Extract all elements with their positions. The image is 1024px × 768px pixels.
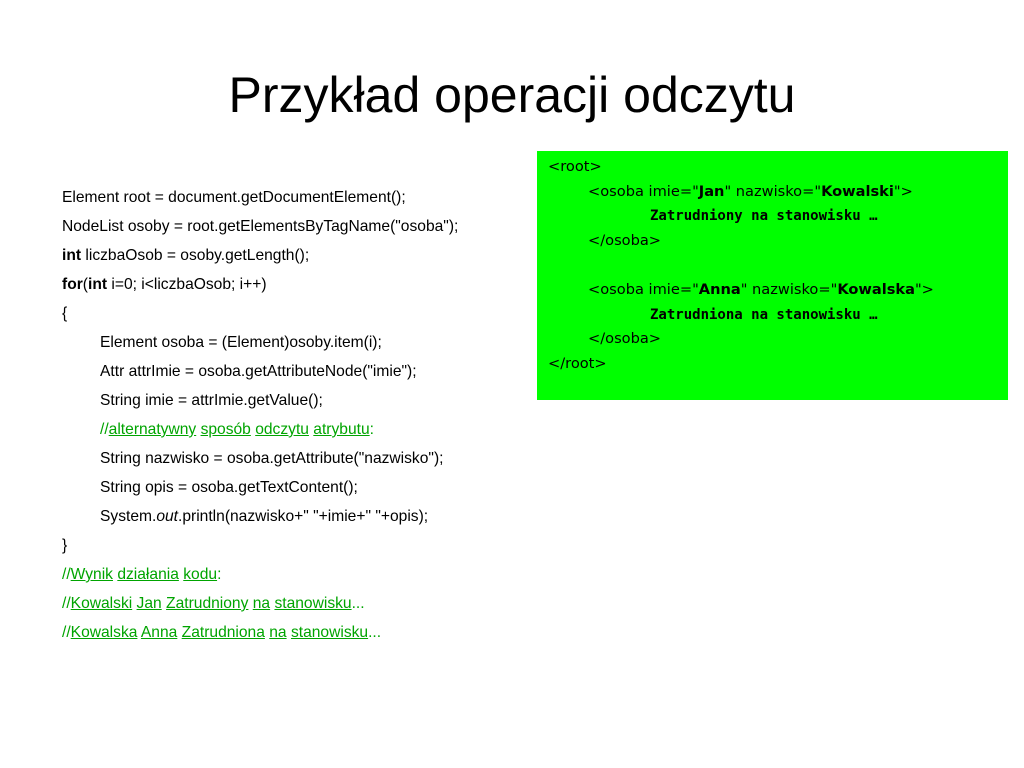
code-line — [62, 212, 532, 241]
code-text: liczbaOsob = osoby.getLength(); — [81, 247, 310, 264]
xml-line — [548, 327, 1008, 352]
code-text-italic: out — [156, 508, 179, 525]
comment-text: // — [62, 566, 71, 583]
code-text: Element root = document.getDocumentElement(); — [62, 189, 406, 206]
comment-word: na — [252, 595, 271, 612]
xml-text: </root> — [548, 354, 607, 372]
comment-word: stanowisku — [290, 624, 369, 641]
code-line — [62, 473, 532, 502]
comment-word: Zatrudniona — [181, 624, 265, 641]
comment-word: Kowalski — [70, 595, 133, 612]
comment-word: Kowalska — [70, 624, 138, 641]
xml-line — [548, 278, 1008, 303]
xml-text: <root> — [548, 158, 602, 175]
comment-word: stanowisku — [274, 595, 352, 612]
comment-word: Wynik — [70, 566, 113, 583]
xml-value: Jan — [698, 182, 725, 200]
code-line — [62, 328, 532, 357]
comment-word: Zatrudniony — [166, 595, 249, 612]
keyword: int — [88, 276, 108, 293]
xml-blank-line — [548, 253, 1008, 278]
xml-text: </osoba> — [588, 330, 662, 348]
code-text: .println(nazwisko+" "+imie+" "+opis); — [178, 508, 429, 525]
code-comment-line — [62, 589, 532, 618]
code-text: String imie = attrImie.getValue(); — [100, 392, 323, 409]
xml-text: <osoba imie=" — [588, 182, 699, 200]
comment-word: odczytu — [255, 421, 309, 438]
code-line — [62, 183, 532, 212]
comment-word: na — [269, 624, 287, 641]
code-comment-line — [62, 415, 532, 444]
code-text: i=0; i<liczbaOsob; i++) — [107, 276, 267, 293]
java-code-block — [62, 183, 532, 647]
comment-text: : — [369, 421, 374, 438]
xml-value: Anna — [698, 280, 741, 298]
xml-content: Zatrudniona na stanowisku … — [650, 306, 878, 323]
xml-value: Kowalska — [837, 280, 915, 298]
xml-line — [548, 352, 1008, 377]
xml-text: "> — [893, 182, 913, 200]
keyword: for — [62, 276, 83, 293]
keyword: int — [62, 247, 82, 264]
xml-line — [548, 303, 1008, 328]
code-comment-line — [62, 560, 532, 589]
code-text: String opis = osoba.getTextContent(); — [100, 479, 358, 496]
xml-line — [548, 180, 1008, 205]
code-line — [62, 299, 532, 328]
code-line — [62, 531, 532, 560]
comment-word: kodu — [183, 566, 218, 583]
code-text: Attr attrImie = osoba.getAttributeNode("imie"); — [100, 363, 417, 380]
code-line — [62, 270, 532, 299]
code-line — [62, 357, 532, 386]
slide-title: Przykład operacji odczytu — [228, 67, 796, 123]
comment-text: : — [217, 566, 222, 583]
xml-text: "> — [914, 280, 934, 298]
code-text: System. — [100, 508, 157, 525]
code-line — [62, 444, 532, 473]
comment-text: // — [100, 421, 109, 438]
xml-text: <osoba imie=" — [588, 280, 699, 298]
code-line — [62, 502, 532, 531]
xml-line — [548, 229, 1008, 254]
code-text: { — [62, 305, 68, 322]
xml-text: " nazwisko=" — [724, 182, 822, 200]
xml-text: </osoba> — [588, 231, 662, 249]
comment-word: Anna — [140, 624, 178, 641]
code-text: NodeList osoby = root.getElementsByTagName("osoba"); — [62, 218, 459, 235]
code-text: } — [62, 537, 68, 554]
comment-word: działania — [117, 566, 179, 583]
comment-text: ... — [368, 624, 382, 641]
xml-text: " nazwisko=" — [740, 280, 838, 298]
xml-value: Kowalski — [821, 182, 894, 200]
xml-example-box — [537, 151, 1008, 400]
xml-line — [548, 204, 1008, 229]
comment-word: atrybutu — [313, 421, 370, 438]
code-line — [62, 386, 532, 415]
comment-word: alternatywny — [108, 421, 197, 438]
comment-text: ... — [351, 595, 365, 612]
code-text: ( — [82, 276, 88, 293]
code-text: Element osoba = (Element)osoby.item(i); — [100, 334, 382, 351]
xml-content: Zatrudniony na stanowisku … — [650, 208, 878, 225]
comment-text: // — [62, 624, 71, 641]
comment-text: // — [62, 595, 71, 612]
code-text: String nazwisko = osoba.getAttribute("nazwisko"); — [100, 450, 444, 467]
code-comment-line — [62, 618, 532, 647]
comment-word: Jan — [136, 595, 162, 612]
comment-word: sposób — [200, 421, 251, 438]
xml-line — [548, 155, 1008, 180]
code-line — [62, 241, 532, 270]
